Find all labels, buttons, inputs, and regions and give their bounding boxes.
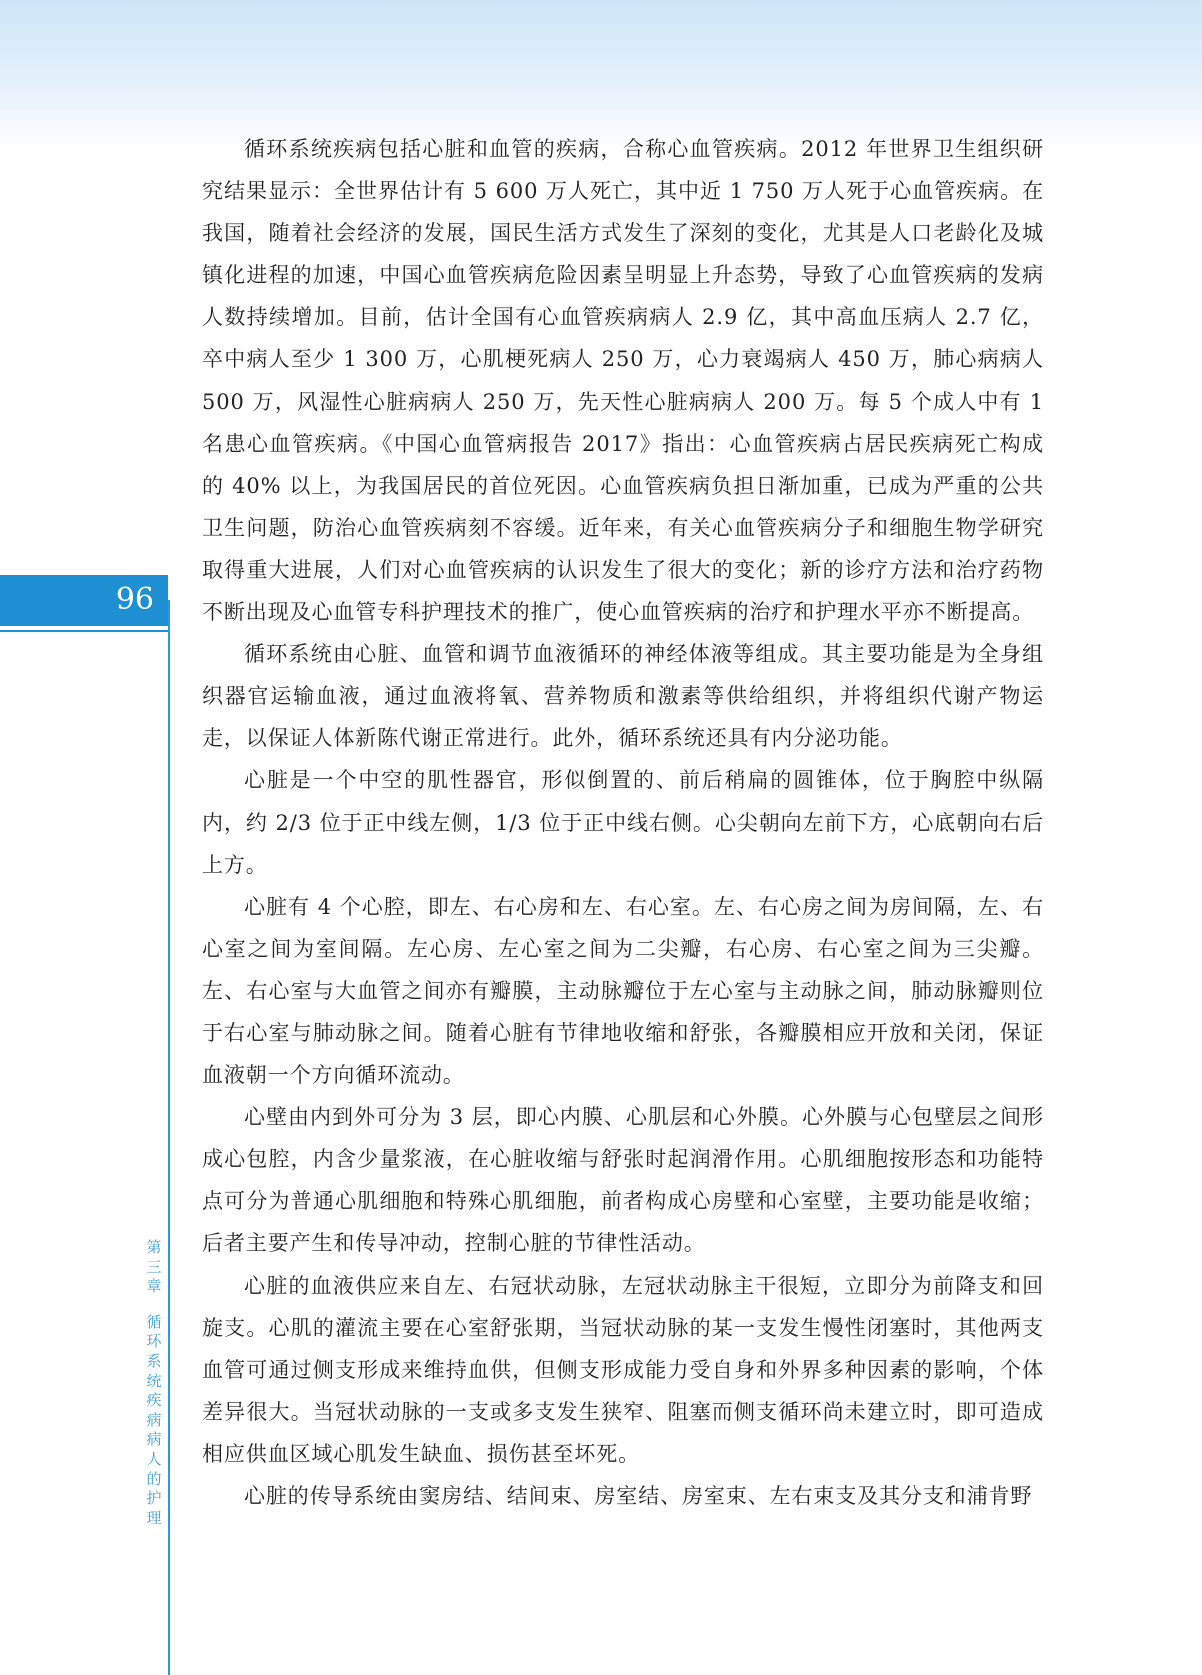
- page-number: 96: [115, 582, 154, 617]
- chapter-number: 第三章: [146, 1238, 162, 1296]
- page-tab-underline: [0, 630, 170, 632]
- paragraph-5: 心壁由内到外可分为 3 层，即心内膜、心肌层和心外膜。心外膜与心包壁层之间形成心包腔，内含少量浆液，在心脏收缩与舒张时起润滑作用。心肌细胞按形态和功能特点可分为普通心肌细胞和特殊心肌细胞，前者构成心房壁和心室壁，主要功能是收缩；后者主要产生和传导冲动，控制心脏的节律性活动。: [202, 1105, 1044, 1256]
- paragraph-1: 循环系统疾病包括心脏和血管的疾病，合称心血管疾病。2012 年世界卫生组织研究结果显示：全世界估计有 5 600 万人死亡，其中近 1 750 万人死于心血管疾病。在我国，随着社会经济的发展，国民生活方式发生了深刻的变化，尤其是人口老龄化及城镇化进程的加速，中国心血管疾病危险因素呈明显上升态势，导致了心血管疾病的发病人数持续增加。目前，估计全国有心血管疾病病人 2.9 亿，其中高血压病人 2.7 亿，卒中病人至少 1 300 万，心肌梗死病人 250 万，心力衰竭病人 450 万，肺心病病人 500 万，风湿性心脏病病人 250 万，先天性心脏病病人 200 万。每 5 个成人中有 1 名患心血管疾病。《中国心血管病报告 2017》指出：心血管疾病占居民疾病死亡构成的 40% 以上，为我国居民的首位死因。心血管疾病负担日渐加重，已成为严重的公共卫生问题，防治心血管疾病刻不容缓。近年来，有关心血管疾病分子和细胞生物学研究取得重大进展，人们对心血管疾病的认识发生了很大的变化；新的诊疗方法和治疗药物不断出现及心血管专科护理技术的推广，使心血管疾病的治疗和护理水平亦不断提高。: [202, 137, 1044, 625]
- body-text: [202, 128, 1044, 1517]
- paragraph-6: 心脏的血液供应来自左、右冠状动脉，左冠状动脉主干很短，立即分为前降支和回旋支。心肌的灌流主要在心室舒张期，当冠状动脉的某一支发生慢性闭塞时，其他两支血管可通过侧支形成来维持血供，但侧支形成能力受自身和外界多种因素的影响，个体差异很大。当冠状动脉的一支或多支发生狭窄、阻塞而侧支循环尚未建立时，即可造成相应供血区域心肌发生缺血、损伤甚至坏死。: [202, 1273, 1044, 1466]
- paragraph-3: 心脏是一个中空的肌性器官，形似倒置的、前后稍扁的圆锥体，位于胸腔中纵隔内，约 2/3 位于正中线左侧，1/3 位于正中线右侧。心尖朝向左前下方，心底朝向右后上方。: [202, 768, 1044, 877]
- chapter-gap: [144, 1297, 164, 1313]
- chapter-running-head: [144, 1238, 164, 1528]
- page-number-tab: [0, 575, 168, 626]
- paragraph-2: 循环系统由心脏、血管和调节血液循环的神经体液等组成。其主要功能是为全身组织器官运输血液，通过血液将氧、营养物质和激素等供给组织，并将组织代谢产物运走，以保证人体新陈代谢正常进行。此外，循环系统还具有内分泌功能。: [202, 642, 1044, 751]
- chapter-title: 循环系统疾病病人的护理: [146, 1312, 162, 1527]
- paragraph-7: 心脏的传导系统由窦房结、结间束、房室结、房室束、左右束支及其分支和浦肯野: [244, 1484, 1033, 1508]
- margin-rule: [168, 600, 170, 1675]
- paragraph-4: 心脏有 4 个心腔，即左、右心房和左、右心室。左、右心房之间为房间隔，左、右心室之间为室间隔。左心房、左心室之间为二尖瓣，右心房、右心室之间为三尖瓣。左、右心室与大血管之间亦有瓣膜，主动脉瓣位于左心室与主动脉之间，肺动脉瓣则位于右心室与肺动脉之间。随着心脏有节律地收缩和舒张，各瓣膜相应开放和关闭，保证血液朝一个方向循环流动。: [202, 894, 1044, 1088]
